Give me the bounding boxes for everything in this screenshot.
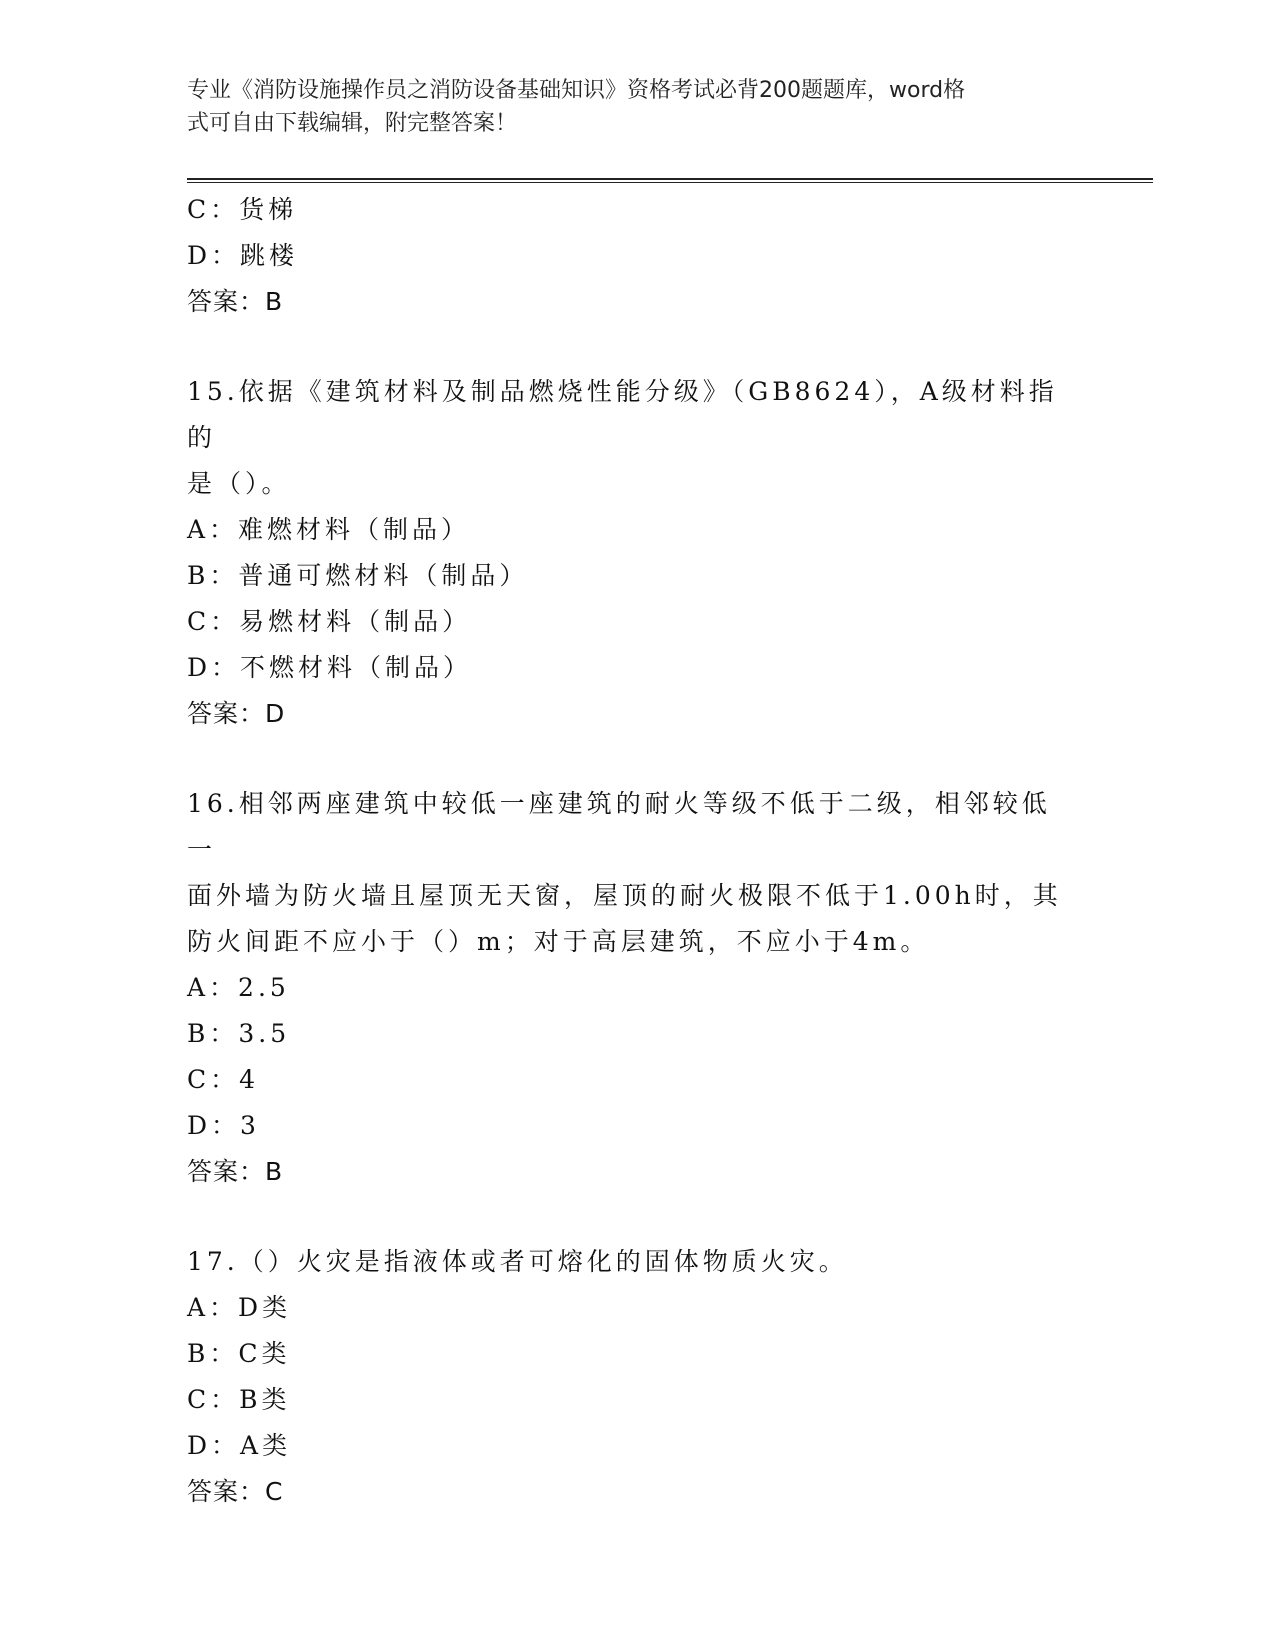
option-b: B：3.5 <box>187 1019 291 1048</box>
document-header <box>187 74 1067 140</box>
answer-line: 答案：B <box>187 1157 284 1186</box>
option-a: A：D类 <box>187 1293 292 1322</box>
option-d: D：不燃材料（制品） <box>187 653 473 682</box>
question-text-line: 16.相邻两座建筑中较低一座建筑的耐火等级不低于二级，相邻较低一 <box>187 789 1051 864</box>
question-text-line: 防火间距不应小于（）m；对于高层建筑，不应小于4m。 <box>187 927 930 956</box>
option-a: A：2.5 <box>187 973 290 1002</box>
option-b: B：普通可燃材料（制品） <box>187 561 529 590</box>
option-c: C：B类 <box>187 1385 291 1414</box>
option-d: D：A类 <box>187 1431 292 1460</box>
question-text-line: 是（）。 <box>187 469 291 498</box>
header-divider-thick <box>187 178 1153 180</box>
question-17 <box>187 1239 1087 1515</box>
option-d: D：3 <box>187 1111 260 1140</box>
question-text-line: 17.（）火灾是指液体或者可熔化的固体物质火灾。 <box>187 1247 848 1276</box>
question-15 <box>187 369 1087 737</box>
option-c: C：货梯 <box>187 195 298 224</box>
option-b: B：C类 <box>187 1339 291 1368</box>
question-16 <box>187 781 1087 1195</box>
document-body <box>187 187 1087 1515</box>
answer-line: 答案：B <box>187 287 284 316</box>
option-c: C：易燃材料（制品） <box>187 607 472 636</box>
header-line-2: 式可自由下载编辑，附完整答案！ <box>187 111 518 136</box>
header-divider-thin <box>187 182 1153 183</box>
spacer <box>187 1195 1087 1239</box>
question-text-line: 15.依据《建筑材料及制品燃烧性能分级》（GB8624），A级材料指的 <box>187 377 1058 452</box>
question-text-line: 面外墙为防火墙且屋顶无天窗，屋顶的耐火极限不低于1.00h时，其 <box>187 881 1062 910</box>
question-fragment <box>187 187 1087 325</box>
option-d: D：跳楼 <box>187 241 299 270</box>
option-c: C：4 <box>187 1065 260 1094</box>
answer-line: 答案：D <box>187 699 286 728</box>
spacer <box>187 737 1087 781</box>
answer-line: 答案：C <box>187 1477 284 1506</box>
spacer <box>187 325 1087 369</box>
option-a: A：难燃材料（制品） <box>187 515 471 544</box>
header-line-1: 专业《消防设施操作员之消防设备基础知识》资格考试必背200题题库，word格 <box>187 78 966 103</box>
